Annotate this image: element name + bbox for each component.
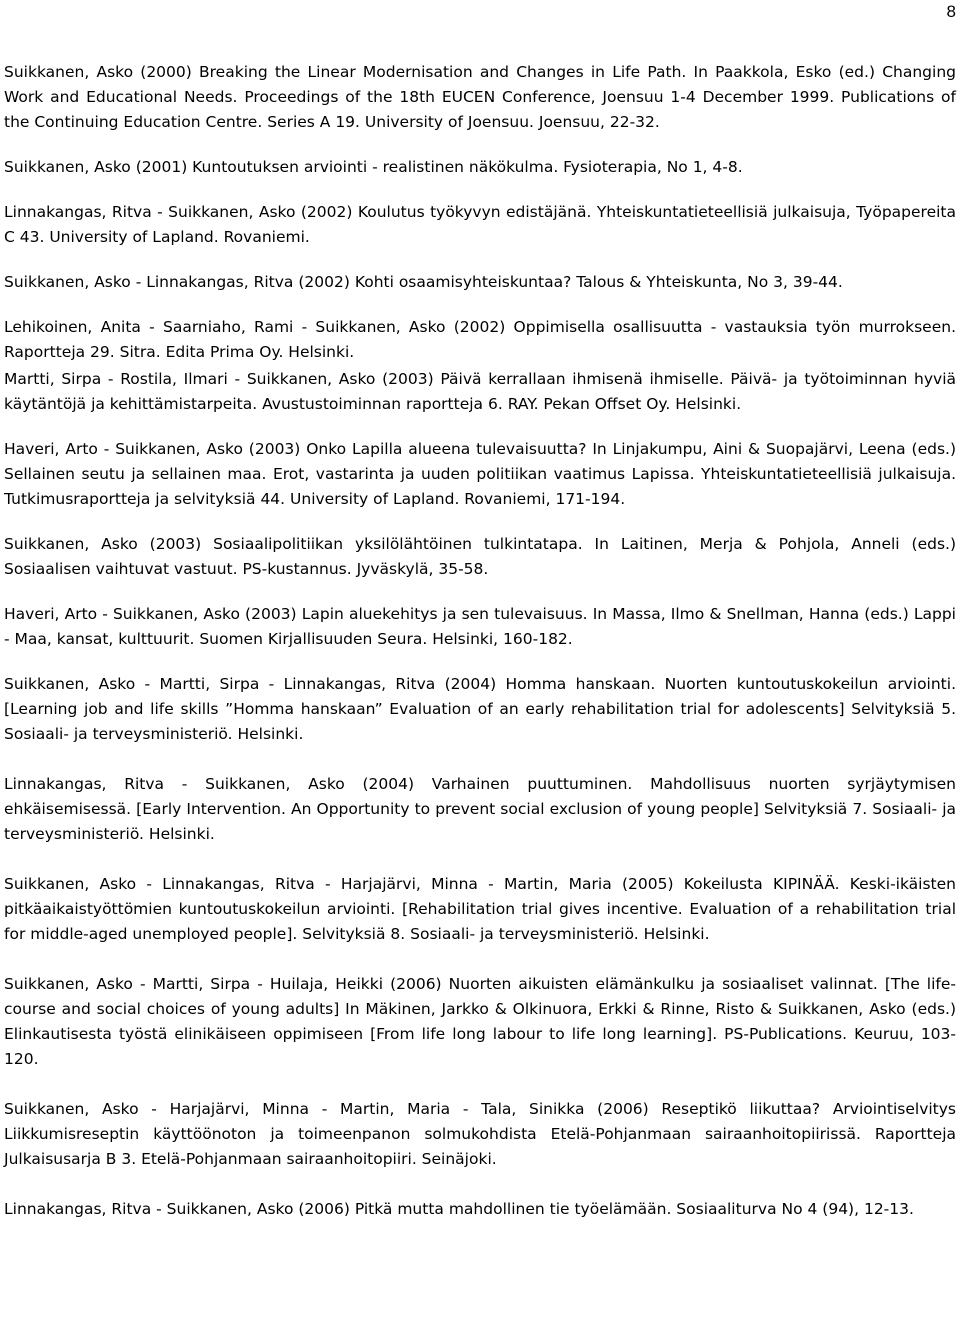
reference-entry: Suikkanen, Asko - Martti, Sirpa - Huilaja, Heikki (2006) Nuorten aikuisten elämänkulku ja sosiaaliset valinnat. [The life-course and social choices of young adults] In Mäkinen, Jarkko & Olkinuora, Erkki & Rinne, Risto & Suikkanen, Asko (eds.) Elinkautisesta työstä elinikäiseen oppimiseen [From life long labour to life long learning]. PS-Publications. Keuruu, 103-120. [4, 975, 956, 1068]
reference-entry: Suikkanen, Asko - Martti, Sirpa - Linnakangas, Ritva (2004) Homma hanskaan. Nuorten kuntoutuskokeilun arviointi. [Learning job and life skills ”Homma hanskaan” Evaluation of an early rehabilitation trial for adolescents] Selvityksiä 5. Sosiaali- ja terveysministeriö. Helsinki. [4, 675, 956, 743]
reference-entry: Suikkanen, Asko (2001) Kuntoutuksen arviointi - realistinen näkökulma. Fysioterapia, No 1, 4-8. [4, 158, 743, 176]
reference-entry: Suikkanen, Asko - Harjajärvi, Minna - Martin, Maria - Tala, Sinikka (2006) Reseptikö liikuttaa? Arviointiselvitys Liikkumisreseptin käyttöönoton ja toimeenpanon solmukohdista Etelä-Pohjanmaan sairaanhoitopiirissä. Raportteja Julkaisusarja B 3. Etelä-Pohjanmaan sairaanhoitopiiri. Seinäjoki. [4, 1100, 956, 1168]
reference-entry: Suikkanen, Asko - Linnakangas, Ritva (2002) Kohti osaamisyhteiskuntaa? Talous & Yhteiskunta, No 3, 39-44. [4, 273, 843, 291]
reference-entry: Suikkanen, Asko - Linnakangas, Ritva - Harjajärvi, Minna - Martin, Maria (2005) Kokeilusta KIPINÄÄ. Keski-ikäisten pitkäaikaistyöttömien kuntoutuskokeilun arviointi. [Rehabilitation trial gives incentive. Evaluation of a rehabilitation trial for middle-aged unemployed people]. Selvityksiä 8. Sosiaali- ja terveysministeriö. Helsinki. [4, 875, 956, 943]
reference-entry: Suikkanen, Asko (2000) Breaking the Linear Modernisation and Changes in Life Path. In Paakkola, Esko (ed.) Changing Work and Educational Needs. Proceedings of the 18th EUCEN Conference, Joensuu 1-4 December 1999. Publications of the Continuing Education Centre. Series A 19. University of Joensuu. Joensuu, 22-32. [4, 63, 956, 131]
reference-entry: Linnakangas, Ritva - Suikkanen, Asko (2006) Pitkä mutta mahdollinen tie työelämään. Sosiaaliturva No 4 (94), 12-13. [4, 1200, 914, 1218]
reference-entry: Haveri, Arto - Suikkanen, Asko (2003) Lapin aluekehitys ja sen tulevaisuus. In Massa, Ilmo & Snellman, Hanna (eds.) Lappi - Maa, kansat, kulttuurit. Suomen Kirjallisuuden Seura. Helsinki, 160-182. [4, 605, 956, 648]
reference-entry: Martti, Sirpa - Rostila, Ilmari - Suikkanen, Asko (2003) Päivä kerrallaan ihmisenä ihmiselle. Päivä- ja työtoiminnan hyviä käytäntöjä ja kehittämistarpeita. Avustustoiminnan raportteja 6. RAY. Pekan Offset Oy. Helsinki. [4, 370, 956, 413]
reference-entry: Linnakangas, Ritva - Suikkanen, Asko (2004) Varhainen puuttuminen. Mahdollisuus nuorten syrjäytymisen ehkäisemisessä. [Early Intervention. An Opportunity to prevent social exclusion of young people] Selvityksiä 7. Sosiaali- ja terveysministeriö. Helsinki. [4, 775, 956, 843]
page-number: 8 [946, 2, 956, 21]
reference-entry: Linnakangas, Ritva - Suikkanen, Asko (2002) Koulutus työkyvyn edistäjänä. Yhteiskuntatieteellisiä julkaisuja, Työpapereita C 43. University of Lapland. Rovaniemi. [4, 203, 956, 246]
reference-entry: Suikkanen, Asko (2003) Sosiaalipolitiikan yksilölähtöinen tulkintatapa. In Laitinen, Merja & Pohjola, Anneli (eds.) Sosiaalisen vaihtuvat vastuut. PS-kustannus. Jyväskylä, 35-58. [4, 535, 956, 578]
reference-entry: Haveri, Arto - Suikkanen, Asko (2003) Onko Lapilla alueena tulevaisuutta? In Linjakumpu, Aini & Suopajärvi, Leena (eds.) Sellainen seutu ja sellainen maa. Erot, vastarinta ja uuden politiikan vaatimus Lapissa. Yhteiskuntatieteellisiä julkaisuja. Tutkimusraportteja ja selvityksiä 44. University of Lapland. Rovaniemi, 171-194. [4, 440, 956, 508]
reference-entry: Lehikoinen, Anita - Saarniaho, Rami - Suikkanen, Asko (2002) Oppimisella osallisuutta - vastauksia työn murrokseen. Raportteja 29. Sitra. Edita Prima Oy. Helsinki. [4, 318, 956, 361]
reference-list [4, 60, 956, 1242]
